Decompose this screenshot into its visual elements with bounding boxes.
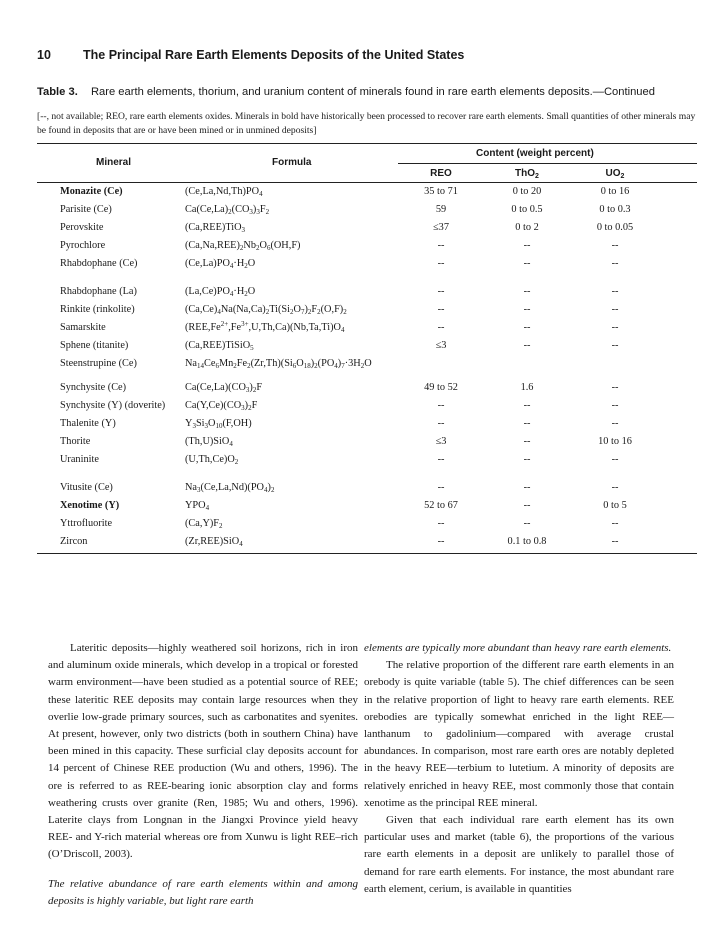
- page-number: 10: [37, 48, 51, 62]
- uo2-value: --: [611, 286, 619, 297]
- mineral-formula: $(REE,Fe^{2+},Fe^{3+},U,Th,Ca)(Nb,Ta,Ti)O_4$: [185, 320, 345, 334]
- uo2-value: 10 to 16: [598, 436, 632, 447]
- tho2-value: 0 to 20: [512, 186, 542, 197]
- uo2-value: 0 to 5: [603, 500, 627, 511]
- uo2-value: --: [611, 536, 619, 547]
- table-row: [37, 436, 697, 453]
- mineral-formula: $Ca(Ce,La)(CO_3)_2F$: [185, 382, 263, 394]
- mineral-name: Pyrochlore: [60, 240, 106, 251]
- body-column-left: [48, 640, 358, 910]
- tho2-value: --: [523, 418, 531, 429]
- reo-value: 49 to 52: [424, 382, 458, 393]
- reo-value: --: [437, 286, 445, 297]
- uo2-value: 0 to 16: [600, 186, 630, 197]
- mineral-formula: $(Ce,La,Nd,Th)PO_4$: [185, 186, 263, 198]
- tho2-value: --: [523, 454, 531, 465]
- mineral-name: Monazite (Ce): [60, 186, 123, 197]
- mineral-formula: $Na_3(Ce,La,Nd)(PO_4)_2$: [185, 482, 275, 494]
- uo2-value: --: [611, 454, 619, 465]
- mineral-formula: $(La,Ce)PO_4\cdot H_2O$: [185, 286, 256, 298]
- running-header: [37, 48, 464, 62]
- mineral-formula: (Ca,REE)TiO$_3$: [185, 222, 246, 234]
- reo-value: ≤3: [435, 436, 447, 447]
- table-row: [37, 258, 697, 275]
- table-label: Table 3.: [37, 86, 78, 98]
- reo-value: --: [437, 258, 445, 269]
- table-row: [37, 382, 697, 399]
- table-row: [37, 322, 697, 339]
- tho2-value: --: [523, 304, 531, 315]
- tho2-value: --: [523, 500, 531, 511]
- table-row: [37, 418, 697, 435]
- tho2-value: --: [523, 518, 531, 529]
- table-bottom-rule: [37, 553, 697, 554]
- table-row: [37, 500, 697, 517]
- mineral-name: Xenotime (Y): [60, 500, 120, 511]
- mineral-name: Steenstrupine (Ce): [60, 358, 137, 369]
- table-caption-text: Rare earth elements, thorium, and uranium content of minerals found in rare earth elements deposits.—Continued: [90, 86, 655, 98]
- tho2-value: 1.6: [520, 382, 534, 393]
- table-row: [37, 204, 697, 221]
- uo2-column-header: $UO_2$: [605, 168, 625, 180]
- reo-value: --: [437, 536, 445, 547]
- table-row: [37, 286, 697, 303]
- mineral-formula: $(Ca,Ce)_4Na(Na,Ca)_2Ti(Si_2O_7)_2F_2(O,F)_2$: [185, 304, 347, 316]
- reo-column-header: REO: [430, 168, 452, 179]
- mineral-name: Thalenite (Y): [60, 418, 116, 429]
- mineral-name: Rhabdophane (La): [60, 286, 137, 297]
- body-paragraph: The relative proportion of the different rare earth elements in an orebody is quite variable (table 5). The chief differences can be seen in the relative proportion of light to heavy rare earth elements. REE orebodies are typically somewhat enriched in the light REE—lanthanum to gadolinium—compared with average crustal abundances. In comparison, most rare earth ores are notably depleted in the heavy REE—terbium to lutetium. A minority of deposits are relatively enriched in heavy REE, most commonly those that contain xenotime as the principal REE mineral.: [364, 659, 674, 809]
- uo2-value: --: [611, 304, 619, 315]
- reo-value: --: [437, 322, 445, 333]
- uo2-value: 0 to 0.3: [599, 204, 631, 215]
- uo2-value: --: [611, 482, 619, 493]
- mineral-formula: $(Ca,Y)F_2$: [185, 518, 223, 530]
- mineral-formula: (Ca,REE)TiSiO$_5$: [185, 340, 254, 352]
- mineral-name: Thorite: [60, 436, 91, 447]
- running-title: The Principal Rare Earth Elements Deposits of the United States: [83, 48, 465, 62]
- mineral-formula: $Y_3Si_3O_{10}(F,OH)$: [185, 418, 252, 430]
- mineral-name: Samarskite: [60, 322, 106, 333]
- reo-value: ≤37: [433, 222, 449, 233]
- table-row: [37, 222, 697, 239]
- body-paragraph: Given that each individual rare earth element has its own particular uses and market (table 6), the proportions of the various rare earth elements in a deposit are unlikely to parallel those of demand for rare earth elements. For instance, the most abundant rare earth element, cerium, is available in quantities: [364, 814, 674, 895]
- uo2-value: --: [611, 258, 619, 269]
- tho2-value: --: [523, 482, 531, 493]
- table-caption: [37, 86, 655, 98]
- mineral-column-header: Mineral: [96, 157, 132, 168]
- mineral-name: Zircon: [60, 536, 88, 547]
- tho2-value: --: [523, 286, 531, 297]
- body-paragraph: Lateritic deposits—highly weathered soil horizons, rich in iron and aluminum oxide minerals, which develop in a tropical or forested warm environment—have been studied as a potential source of REE; these lateritic REE deposits may contain large resources when they overlie low-grade primary sources, such as carbonatites and syenites. At present, however, only two districts (both in southern China) have been mined in this capacity. These surficial clay deposits account for 14 percent of Chinese REE production (Wu and others, 1996). The ore is referred to as REE-bearing ionic absorption clay and forms weathering crusts over granite (Ren, 1985; Wu and others, 1996). Laterite clays from Longnan in the Jiangxi Province yield heavy REE- and Y-rich material whereas ore from Xunwu is light REE–rich (O’Driscoll, 2003).: [48, 642, 358, 861]
- table-top-rule: [37, 143, 697, 144]
- tho2-value: --: [523, 400, 531, 411]
- body-paragraph: The relative abundance of rare earth elements within and among deposits is highly variable, but light rare earth: [48, 877, 358, 907]
- tho2-value: 0 to 2: [515, 222, 539, 233]
- table-row: [37, 240, 697, 257]
- uo2-value: 0 to 0.05: [596, 222, 634, 233]
- uo2-value: --: [611, 382, 619, 393]
- tho2-value: 0 to 0.5: [511, 204, 543, 215]
- content-column-header: Content (weight percent): [476, 148, 594, 159]
- mineral-formula: $(Ce,La)PO_4\cdot H_2O$: [185, 258, 256, 270]
- reo-value: --: [437, 454, 445, 465]
- mineral-name: Sphene (titanite): [60, 340, 129, 351]
- reo-value: --: [437, 304, 445, 315]
- uo2-value: --: [611, 240, 619, 251]
- mineral-formula: $(U,Th,Ce)O_2$: [185, 454, 239, 466]
- reo-value: --: [437, 418, 445, 429]
- uo2-value: --: [611, 322, 619, 333]
- reo-value: 35 to 71: [424, 186, 458, 197]
- reo-value: ≤3: [435, 340, 447, 351]
- mineral-name: Parisite (Ce): [60, 204, 112, 215]
- reo-value: --: [437, 518, 445, 529]
- mineral-name: Rhabdophane (Ce): [60, 258, 138, 269]
- mineral-formula: $(Ca,Na,REE)_2Nb_2O_6(OH,F)$: [185, 240, 301, 252]
- table-row: [37, 482, 697, 499]
- mineral-name: Synchysite (Y) (doverite): [60, 400, 166, 411]
- reo-value: 52 to 67: [424, 500, 458, 511]
- mineral-formula: (Zr,REE)SiO$_4$: [185, 536, 243, 548]
- mineral-name: Vitusite (Ce): [60, 482, 113, 493]
- tho2-column-header: ThO$_2$: [515, 168, 539, 180]
- tho2-value: --: [523, 340, 531, 351]
- table-row: [37, 454, 697, 471]
- mineral-name: Rinkite (rinkolite): [60, 304, 135, 315]
- table-note: [--, not available; REO, rare earth elements oxides. Minerals in bold have historically been processed to recover rare earth elements. Small quantities of other minerals may be found in deposits that are or have been mined or in unmined deposits]: [37, 111, 696, 136]
- uo2-value: --: [611, 518, 619, 529]
- uo2-value: --: [611, 400, 619, 411]
- tho2-value: --: [523, 436, 531, 447]
- body-column-right: [364, 640, 674, 898]
- tho2-value: 0.1 to 0.8: [507, 536, 547, 547]
- mineral-formula: (Th,U)SiO$_4$: [185, 436, 233, 448]
- reo-value: --: [437, 482, 445, 493]
- mineral-name: Uraninite: [60, 454, 99, 465]
- mineral-formula: $Na_{14}Ce_6Mn_2Fe_2(Zr,Th)(Si_6O_{18})_2(PO_4)_7\cdot 3H_2O$: [185, 358, 372, 370]
- uo2-value: --: [611, 340, 619, 351]
- table-row: [37, 340, 697, 357]
- uo2-value: --: [611, 418, 619, 429]
- table-row: [37, 304, 697, 321]
- table-row: [37, 358, 697, 375]
- table-row: [37, 536, 697, 553]
- mineral-formula: $Ca(Ce,La)_2(CO_3)_3F_2$: [185, 204, 270, 216]
- tho2-value: --: [523, 258, 531, 269]
- mineral-formula: $Ca(Y,Ce)(CO_3)_2F$: [185, 400, 258, 412]
- formula-column-header: Formula: [272, 157, 312, 168]
- tho2-value: --: [523, 322, 531, 333]
- mineral-name: Yttrofluorite: [60, 518, 113, 529]
- table-row: [37, 400, 697, 417]
- reo-value: --: [437, 240, 445, 251]
- mineral-name: Synchysite (Ce): [60, 382, 127, 393]
- reo-value: --: [437, 400, 445, 411]
- header-bottom-rule: [37, 182, 697, 183]
- body-paragraph: elements are typically more abundant than heavy rare earth elements.: [364, 642, 672, 654]
- tho2-value: --: [523, 240, 531, 251]
- table-row: [37, 518, 697, 535]
- table-row: [37, 186, 697, 203]
- reo-value: 59: [435, 204, 447, 215]
- mineral-name: Perovskite: [60, 222, 104, 233]
- content-header-rule: [398, 163, 697, 164]
- mineral-formula: $YPO_4$: [185, 500, 210, 512]
